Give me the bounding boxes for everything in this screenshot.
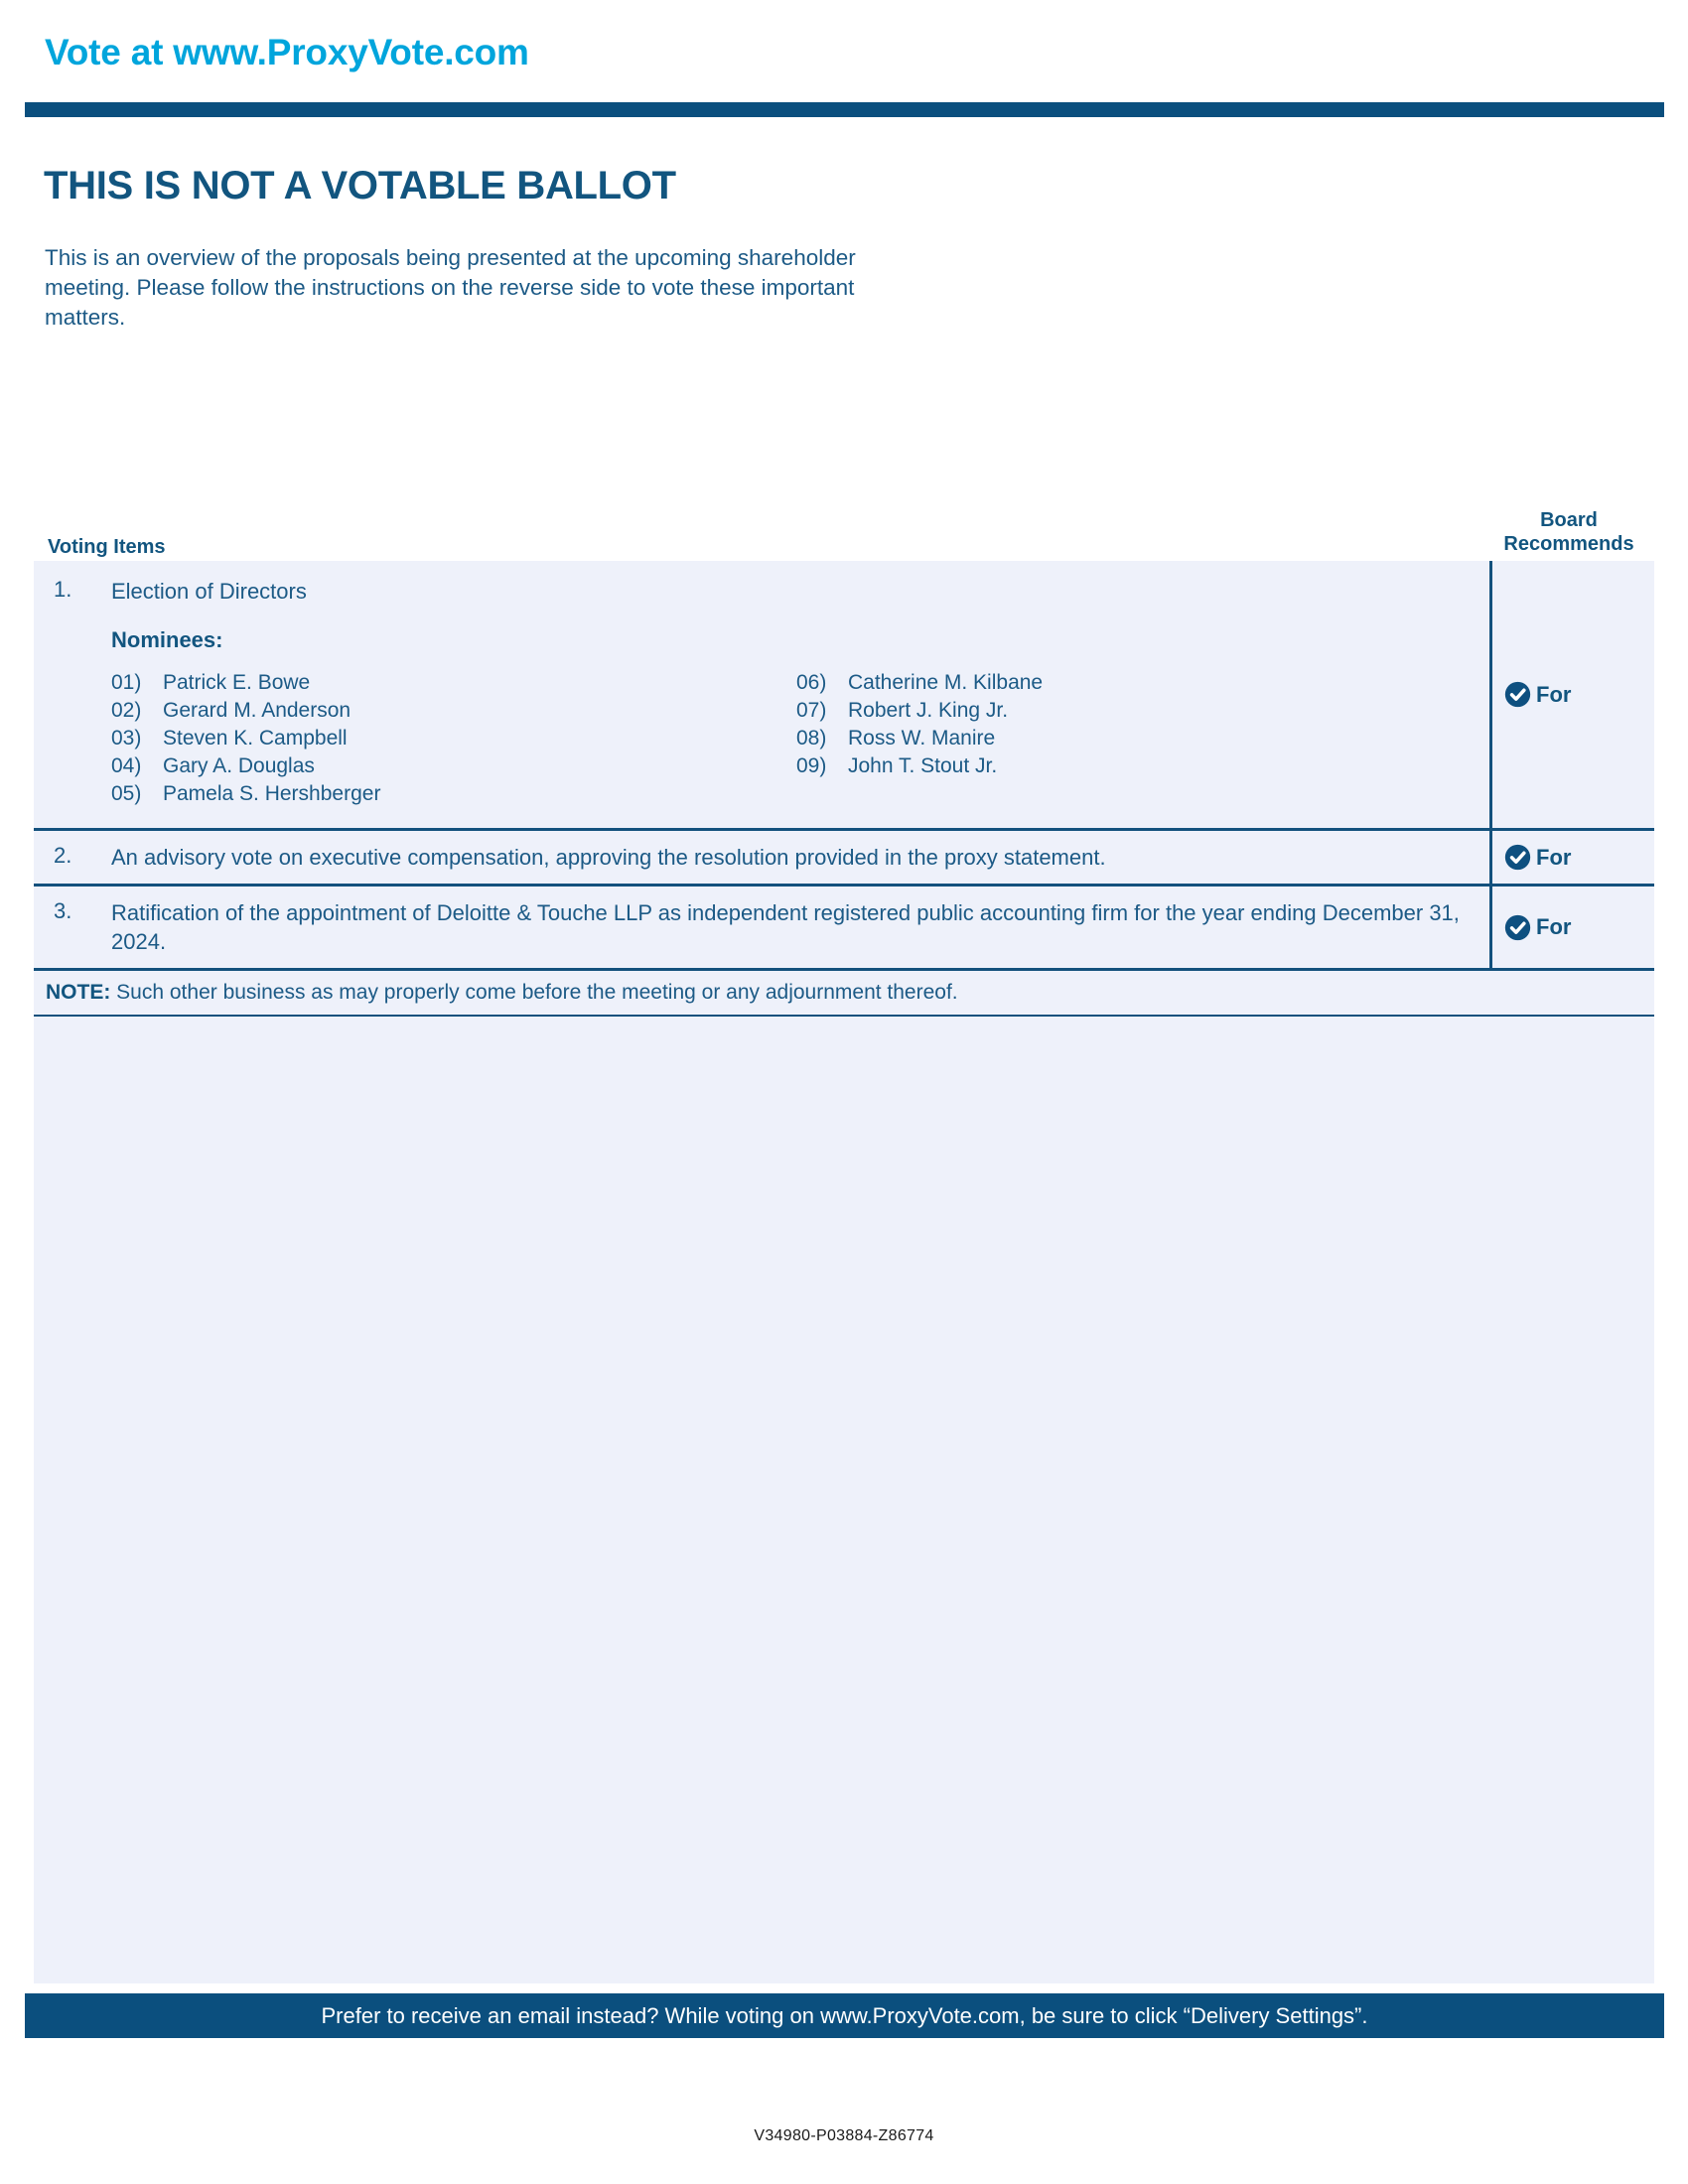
list-item	[111, 752, 796, 780]
list-item	[111, 697, 796, 725]
list-item	[111, 669, 796, 697]
nominees-label: Nominees:	[111, 627, 223, 652]
recommendation-label: For	[1536, 681, 1572, 707]
note-content	[46, 981, 958, 1004]
proposal-3-text: Ratification of the appointment of Deloitte & Touche LLP as independent registered public accounting firm for the year ending December 31, 2024.	[111, 900, 1460, 954]
nominee-number: 02)	[111, 699, 142, 722]
nominee-number: 03)	[111, 727, 142, 750]
nominees-column-1	[111, 669, 796, 808]
control-number: V34980-P03884-Z86774	[754, 2127, 934, 2144]
board-recommends-line2: Recommends	[1503, 533, 1634, 555]
status-badge	[1504, 844, 1571, 871]
recommendation-label: For	[1536, 914, 1572, 939]
note-row	[34, 971, 1654, 1015]
proposal-2-number: 2.	[54, 843, 72, 868]
list-item	[111, 780, 796, 808]
nominee-name: Ross W. Manire	[848, 727, 996, 750]
proposal-1-number: 1.	[54, 577, 72, 602]
table-row	[34, 561, 1654, 828]
nominee-name: Pamela S. Hershberger	[163, 782, 381, 805]
nominees-column-2	[796, 669, 1481, 808]
nominee-name: John T. Stout Jr.	[848, 754, 998, 777]
intro-paragraph: This is an overview of the proposals being presented at the upcoming shareholder meeting. Please follow the instructions on the reverse side to vote these important matters.	[45, 245, 856, 330]
vote-at-proxyvote-heading: Vote at www.ProxyVote.com	[45, 32, 529, 72]
proposal-2-cell	[34, 831, 1489, 884]
nominee-name: Catherine M. Kilbane	[848, 671, 1044, 694]
list-item	[796, 697, 1481, 725]
status-badge	[1504, 914, 1571, 941]
page-title: THIS IS NOT A VOTABLE BALLOT	[44, 164, 676, 207]
row-divider	[34, 1015, 1654, 1017]
list-item	[796, 725, 1481, 752]
note-text: Such other business as may properly come before the meeting or any adjournment thereof.	[116, 981, 958, 1004]
list-item	[111, 725, 796, 752]
proposal-2-recommendation-cell	[1489, 831, 1654, 884]
nominee-name: Robert J. King Jr.	[848, 699, 1009, 722]
proposal-3-recommendation-cell	[1489, 887, 1654, 968]
email-delivery-footer: Prefer to receive an email instead? While voting on www.ProxyVote.com, be sure to click “Delivery Settings”.	[25, 1993, 1664, 2038]
nominee-number: 08)	[796, 727, 827, 750]
proposal-1-cell	[34, 561, 1489, 828]
proposal-1-text: Election of Directors	[111, 579, 307, 604]
nominee-number: 05)	[111, 782, 142, 805]
header-divider-bar	[25, 102, 1664, 117]
voting-items-column-header: Voting Items	[48, 536, 166, 558]
recommendation-label: For	[1536, 844, 1572, 870]
nominees-columns	[111, 669, 1489, 808]
table-row	[34, 831, 1654, 884]
check-circle-icon	[1504, 844, 1531, 871]
proposal-3-cell	[34, 887, 1489, 968]
table-row	[34, 887, 1654, 968]
nominee-number: 04)	[111, 754, 142, 777]
proposal-2-text: An advisory vote on executive compensation, approving the resolution provided in the proxy statement.	[111, 845, 1106, 870]
board-recommends-column-header	[1470, 508, 1668, 556]
list-item	[796, 752, 1481, 780]
nominee-number: 09)	[796, 754, 827, 777]
check-circle-icon	[1504, 914, 1531, 941]
note-label: NOTE:	[46, 981, 111, 1004]
board-recommends-line1: Board	[1540, 509, 1598, 531]
proposal-1-recommendation-cell	[1489, 561, 1654, 828]
nominee-number: 07)	[796, 699, 827, 722]
list-item	[796, 669, 1481, 697]
nominee-name: Gerard M. Anderson	[163, 699, 352, 722]
voting-items-table	[34, 561, 1654, 1017]
nominee-number: 01)	[111, 671, 142, 694]
nominee-number: 06)	[796, 671, 827, 694]
status-badge	[1504, 681, 1571, 708]
proposal-3-number: 3.	[54, 898, 72, 923]
check-circle-icon	[1504, 681, 1531, 708]
nominee-name: Patrick E. Bowe	[163, 671, 311, 694]
nominee-name: Steven K. Campbell	[163, 727, 348, 750]
nominee-name: Gary A. Douglas	[163, 754, 315, 777]
